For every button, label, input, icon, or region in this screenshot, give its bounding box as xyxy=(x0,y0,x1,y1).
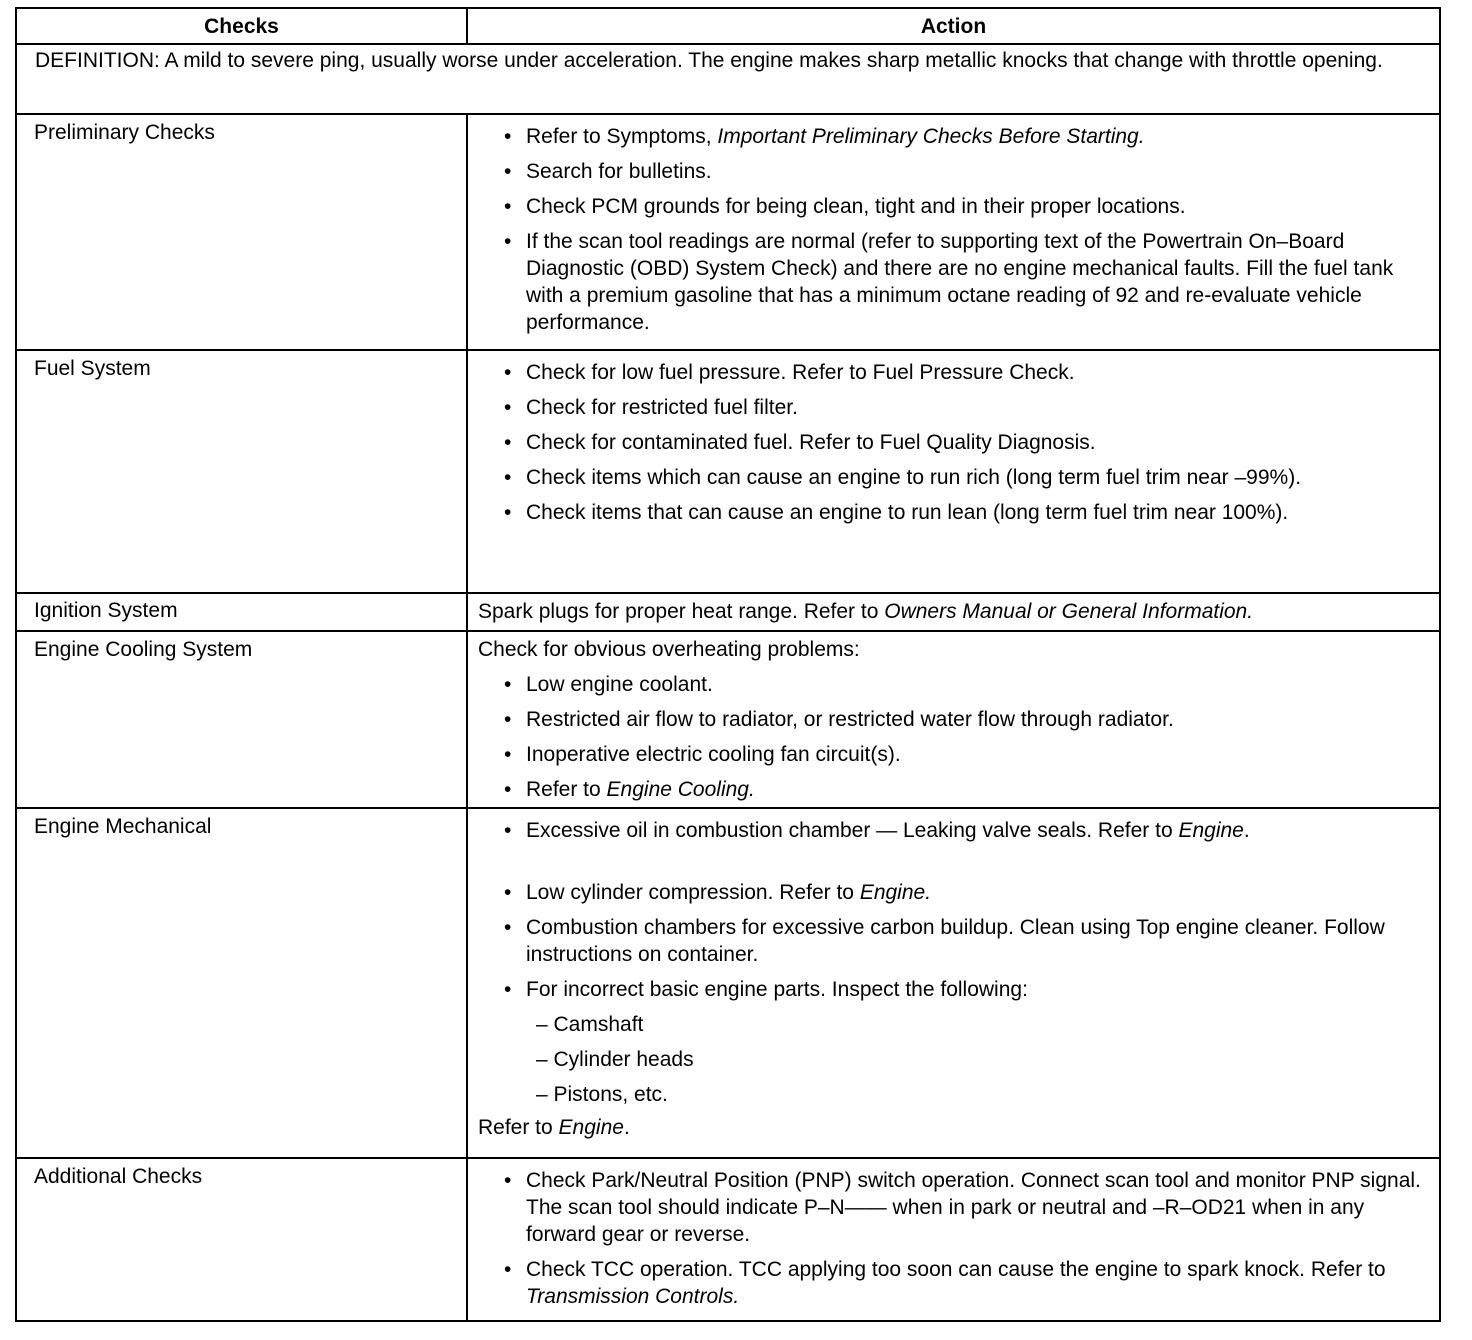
list-item: • Combustion chambers for excessive carbon buildup. Clean using Top engine cleaner. Follow instructions on container. xyxy=(478,914,1427,968)
check-label: Fuel System xyxy=(16,350,467,593)
table-header-row xyxy=(16,8,1440,44)
check-label: Additional Checks xyxy=(16,1158,467,1321)
list-item: • Check Park/Neutral Position (PNP) switch operation. Connect scan tool and monitor PNP signal. The scan tool should indicate P–N—— when in park or neutral and –R–OD21 when in any forward gear or reverse. xyxy=(478,1167,1427,1248)
action-cell xyxy=(467,631,1440,808)
table-row xyxy=(16,593,1440,631)
list-item: • Check TCC operation. TCC applying too soon can cause the engine to spark knock. Refer to Transmission Controls. xyxy=(478,1256,1427,1310)
table-row xyxy=(16,350,1440,593)
sub-list-item: – Cylinder heads xyxy=(536,1048,694,1071)
list-item: • Refer to Engine Cooling. xyxy=(478,776,1427,803)
header-action: Action xyxy=(467,8,1440,44)
list-item: • Check for contaminated fuel. Refer to Fuel Quality Diagnosis. xyxy=(478,429,1427,456)
check-label: Engine Cooling System xyxy=(16,631,467,808)
list-item: • Refer to Symptoms, Important Preliminary Checks Before Starting. xyxy=(478,123,1427,150)
list-item: • For incorrect basic engine parts. Inspect the following: – Camshaft – Cylinder heads – Pistons, etc. xyxy=(478,976,1427,1108)
table-row xyxy=(16,808,1440,1158)
list-item: • Check PCM grounds for being clean, tight and in their proper locations. xyxy=(478,193,1427,220)
action-cell: Spark plugs for proper heat range. Refer to Owners Manual or General Information. xyxy=(467,593,1440,631)
definition-text: DEFINITION: A mild to severe ping, usually worse under acceleration. The engine makes sharp metallic knocks that change with throttle opening. xyxy=(16,44,1440,114)
outro-text: Refer to Engine. xyxy=(478,1116,630,1139)
action-cell xyxy=(467,808,1440,1158)
check-label: Preliminary Checks xyxy=(16,114,467,350)
action-cell xyxy=(467,350,1440,593)
list-item: • Search for bulletins. xyxy=(478,158,1427,185)
sub-list-item: – Camshaft xyxy=(536,1013,644,1036)
list-item: • Restricted air flow to radiator, or restricted water flow through radiator. xyxy=(478,706,1427,733)
list-item: • Inoperative electric cooling fan circuit(s). xyxy=(478,741,1427,768)
action-cell xyxy=(467,1158,1440,1321)
list-item: • Check items which can cause an engine to run rich (long term fuel trim near –99%). xyxy=(478,464,1427,491)
header-checks: Checks xyxy=(16,8,467,44)
list-item: • Check for restricted fuel filter. xyxy=(478,394,1427,421)
list-item: • Low cylinder compression. Refer to Engine. xyxy=(478,879,1427,906)
list-item: • If the scan tool readings are normal (refer to supporting text of the Powertrain On–Board Diagnostic (OBD) System Check) and there are no engine mechanical faults. Fill the fuel tank with a premium gasoline that has a minimum octane reading of 92 and re-evaluate vehicle performance. xyxy=(478,228,1427,336)
table-row xyxy=(16,631,1440,808)
check-label: Ignition System xyxy=(16,593,467,631)
list-item: • Excessive oil in combustion chamber — Leaking valve seals. Refer to Engine. xyxy=(478,817,1427,844)
diagnostic-table xyxy=(15,7,1441,1322)
intro-text: Check for obvious overheating problems: xyxy=(478,638,860,661)
table-row xyxy=(16,114,1440,350)
list-item: • Check items that can cause an engine to run lean (long term fuel trim near 100%). xyxy=(478,499,1427,526)
definition-row xyxy=(16,44,1440,114)
sub-list-item: – Pistons, etc. xyxy=(536,1083,668,1106)
check-label: Engine Mechanical xyxy=(16,808,467,1158)
table-row xyxy=(16,1158,1440,1321)
list-item: • Check for low fuel pressure. Refer to Fuel Pressure Check. xyxy=(478,359,1427,386)
action-cell xyxy=(467,114,1440,350)
list-item: • Low engine coolant. xyxy=(478,671,1427,698)
